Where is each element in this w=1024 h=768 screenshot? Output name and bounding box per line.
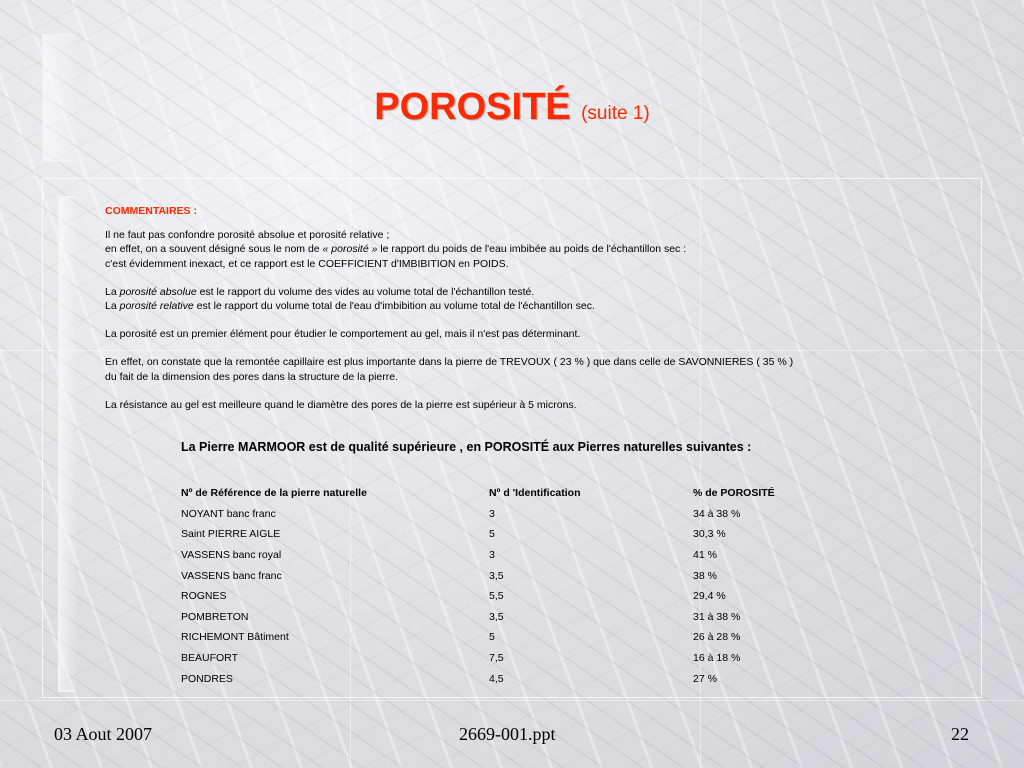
table-row xyxy=(178,586,816,607)
column-header: Nº de Référence de la pierre naturelle xyxy=(181,487,367,500)
identification-cell: 3 xyxy=(489,507,495,520)
table-subheading: La Pierre MARMOOR est de qualité supérieure , en POROSITÉ aux Pierres naturelles suivantes : xyxy=(181,440,752,454)
identification-cell: 5 xyxy=(489,528,495,541)
comments-block xyxy=(105,204,925,426)
table-row xyxy=(178,627,816,648)
table-row xyxy=(178,504,816,525)
table-header-row xyxy=(178,483,816,504)
comment-line: Il ne faut pas confondre porosité absolue et porosité relative ; xyxy=(105,229,390,242)
text-run: en effet, on a souvent désigné sous le nom de xyxy=(105,243,323,256)
emphasis-text: porosité absolue xyxy=(119,285,197,298)
identification-cell: 3,5 xyxy=(489,610,504,623)
footer-filename: 2669-001.ppt xyxy=(459,724,556,744)
porosity-cell: 34 à 38 % xyxy=(693,507,741,520)
text-run: le rapport du poids de l'eau imbibée au poids de l'échantillon sec : xyxy=(377,243,687,256)
stone-name-cell: VASSENS banc franc xyxy=(181,569,282,582)
identification-cell: 3 xyxy=(489,549,495,562)
table-row xyxy=(178,607,816,628)
identification-cell: 4,5 xyxy=(489,672,504,685)
table-row xyxy=(178,545,816,566)
title-sub: (suite 1) xyxy=(581,103,650,124)
comments-heading: COMMENTAIRES : xyxy=(105,205,197,217)
porosity-cell: 38 % xyxy=(693,569,717,582)
footer-page-number: 22 xyxy=(951,724,969,744)
comment-line: c'est évidemment inexact, et ce rapport est le COEFFICIENT d'IMBIBITION en POIDS. xyxy=(105,257,509,270)
porosity-cell: 16 à 18 % xyxy=(693,652,741,665)
identification-cell: 5,5 xyxy=(489,590,504,603)
column-header: % de POROSITÉ xyxy=(693,487,775,500)
porosity-cell: 31 à 38 % xyxy=(693,610,741,623)
comment-paragraph-4 xyxy=(105,355,925,383)
comment-paragraph-2 xyxy=(105,285,925,313)
comment-paragraph-3: La porosité est un premier élément pour étudier le comportement au gel, mais il n'est pas déterminant. xyxy=(105,328,581,341)
porosity-cell: 29,4 % xyxy=(693,590,726,603)
grid-line xyxy=(0,700,1024,701)
text-run: est le rapport du volume des vides au volume total de l'échantillon testé. xyxy=(196,285,535,298)
identification-cell: 3,5 xyxy=(489,569,504,582)
comment-paragraph-5: La résistance au gel est meilleure quand le diamètre des pores de la pierre est supérieur à 5 microns. xyxy=(105,398,577,411)
comment-line: En effet, on constate que la remontée capillaire est plus importante dans la pierre de TREVOUX ( 23 % ) que dans celle de SAVONNIERES ( 35 % ) xyxy=(105,356,794,369)
porosity-cell: 26 à 28 % xyxy=(693,631,741,644)
stone-name-cell: ROGNES xyxy=(181,590,227,603)
identification-cell: 7,5 xyxy=(489,652,504,665)
text-run: est le rapport du volume total de l'eau d'imbibition au volume total de l'échantillon sec. xyxy=(193,300,595,313)
footer-date: 03 Aout 2007 xyxy=(54,724,153,744)
identification-cell: 5 xyxy=(489,631,495,644)
porosity-cell: 27 % xyxy=(693,672,717,685)
porosity-cell: 30,3 % xyxy=(693,528,726,541)
porosity-table xyxy=(178,483,816,689)
table-row xyxy=(178,668,816,689)
comment-paragraph-1 xyxy=(105,228,925,271)
stone-name-cell: Saint PIERRE AIGLE xyxy=(181,528,281,541)
emphasis-text: porosité relative xyxy=(119,300,194,313)
column-header: Nº d 'Identification xyxy=(489,487,581,500)
decorative-bar-left xyxy=(58,196,76,692)
porosity-cell: 41 % xyxy=(693,549,717,562)
stone-name-cell: BEAUFORT xyxy=(181,652,238,665)
emphasis-text: « porosité » xyxy=(322,243,378,256)
table-row xyxy=(178,648,816,669)
stone-name-cell: NOYANT banc franc xyxy=(181,507,276,520)
comment-line xyxy=(105,242,925,256)
slide-title xyxy=(0,86,1024,129)
text-run: La xyxy=(105,300,120,313)
stone-name-cell: RICHEMONT Bâtiment xyxy=(181,631,289,644)
title-main: POROSITÉ xyxy=(374,86,571,128)
table-row xyxy=(178,524,816,545)
text-run: La xyxy=(105,285,120,298)
comment-line: du fait de la dimension des pores dans la structure de la pierre. xyxy=(105,370,399,383)
comment-line xyxy=(105,299,925,313)
table-row xyxy=(178,565,816,586)
stone-name-cell: POMBRETON xyxy=(181,610,249,623)
stone-name-cell: PONDRES xyxy=(181,672,233,685)
comment-line xyxy=(105,285,925,299)
stone-name-cell: VASSENS banc royal xyxy=(181,549,282,562)
